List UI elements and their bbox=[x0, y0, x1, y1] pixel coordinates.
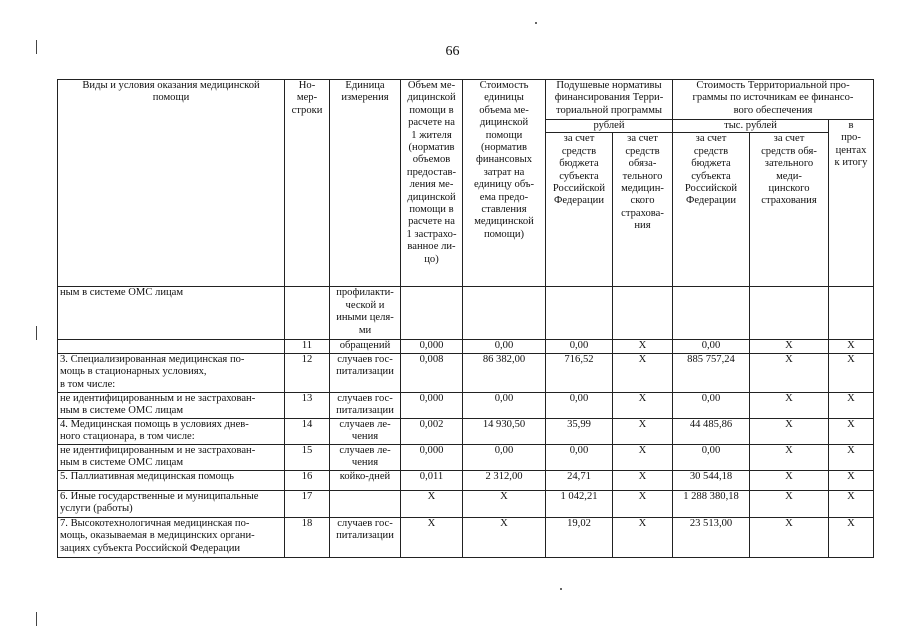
cell-num: 17 bbox=[285, 490, 330, 517]
header-per-capita: Подушевые нормативы финансирования Терри- ториальной программы bbox=[546, 80, 673, 120]
cell-tp-oms: Х bbox=[750, 340, 829, 353]
cell-pct: Х bbox=[829, 418, 874, 444]
cell-num: 15 bbox=[285, 444, 330, 470]
cell-tp-budget: 1 288 380,18 bbox=[673, 490, 750, 517]
cell-name: не идентифицированным и не застрахован- ным в системе ОМС лицам bbox=[58, 392, 285, 418]
cell-cost: 86 382,00 bbox=[463, 353, 546, 392]
cell-name: 3. Специализированная медицинская по- мощь в стационарных условиях, в том числе: bbox=[58, 353, 285, 392]
header-budget-thousand: за счет средств бюджета субъекта Российской Федерации bbox=[673, 133, 750, 287]
cell-volume: 0,000 bbox=[401, 340, 463, 353]
cell-tp-oms: Х bbox=[750, 490, 829, 517]
cell-num: 16 bbox=[285, 470, 330, 490]
margin-mark-middle bbox=[36, 326, 37, 340]
cell-pc-oms: Х bbox=[613, 418, 673, 444]
cell-name bbox=[58, 340, 285, 353]
cell-pc-budget: 0,00 bbox=[546, 392, 613, 418]
cell-volume: Х bbox=[401, 517, 463, 557]
cell-pc-budget: 35,99 bbox=[546, 418, 613, 444]
header-percent: в про- центах к итогу bbox=[829, 120, 874, 287]
cell-tp-budget: 30 544,18 bbox=[673, 470, 750, 490]
cell-pc-budget bbox=[546, 287, 613, 340]
page-number: 66 bbox=[445, 44, 460, 59]
cell-pc-budget: 0,00 bbox=[546, 444, 613, 470]
cell-pc-oms bbox=[613, 287, 673, 340]
cell-cost: 0,00 bbox=[463, 392, 546, 418]
table-row bbox=[58, 490, 874, 517]
table-row bbox=[58, 287, 874, 340]
table-header bbox=[58, 80, 874, 287]
margin-mark-top bbox=[36, 40, 37, 54]
cell-cost bbox=[463, 287, 546, 340]
cell-pc-oms: Х bbox=[613, 490, 673, 517]
cell-tp-oms: Х bbox=[750, 517, 829, 557]
cell-pc-budget: 19,02 bbox=[546, 517, 613, 557]
cell-volume: 0,000 bbox=[401, 444, 463, 470]
cell-name: 6. Иные государственные и муниципальные услуги (работы) bbox=[58, 490, 285, 517]
table-body bbox=[58, 287, 874, 557]
cell-pct: Х bbox=[829, 392, 874, 418]
cell-pct: Х bbox=[829, 340, 874, 353]
cell-volume: 0,000 bbox=[401, 392, 463, 418]
table-row bbox=[58, 353, 874, 392]
cell-tp-oms: Х bbox=[750, 470, 829, 490]
table-row bbox=[58, 517, 874, 557]
cell-pc-budget: 24,71 bbox=[546, 470, 613, 490]
cell-unit: обращений bbox=[330, 340, 401, 353]
scan-speck bbox=[535, 22, 537, 24]
header-oms: за счет средств обяза- тельного медицин- ского страхова- ния bbox=[613, 133, 673, 287]
cell-tp-oms bbox=[750, 287, 829, 340]
cell-num: 14 bbox=[285, 418, 330, 444]
cell-tp-oms: Х bbox=[750, 392, 829, 418]
cell-volume: 0,011 bbox=[401, 470, 463, 490]
cell-pct: Х bbox=[829, 517, 874, 557]
margin-mark-bottom bbox=[36, 612, 37, 626]
cell-tp-oms: Х bbox=[750, 418, 829, 444]
cell-unit bbox=[330, 490, 401, 517]
cell-volume: 0,002 bbox=[401, 418, 463, 444]
cell-num: 12 bbox=[285, 353, 330, 392]
cell-pc-oms: Х bbox=[613, 340, 673, 353]
header-rubles: рублей bbox=[546, 120, 673, 133]
table-row bbox=[58, 444, 874, 470]
scan-speck bbox=[560, 588, 562, 590]
cell-pc-oms: Х bbox=[613, 392, 673, 418]
cell-num: 18 bbox=[285, 517, 330, 557]
cell-name: 5. Паллиативная медицинская помощь bbox=[58, 470, 285, 490]
cell-cost: 2 312,00 bbox=[463, 470, 546, 490]
cell-pct: Х bbox=[829, 353, 874, 392]
header-row-number: Но- мер- строки bbox=[285, 80, 330, 287]
cell-tp-oms: Х bbox=[750, 444, 829, 470]
header-budget: за счет средств бюджета субъекта Российской Федерации bbox=[546, 133, 613, 287]
cell-unit: случаев гос- питализации bbox=[330, 353, 401, 392]
cell-tp-budget bbox=[673, 287, 750, 340]
cell-pc-budget: 716,52 bbox=[546, 353, 613, 392]
cell-cost: 0,00 bbox=[463, 444, 546, 470]
cell-cost: 0,00 bbox=[463, 340, 546, 353]
header-cost: Стоимость единицы объема ме- дицинской помощи (норматив финансовых затрат на единицу объ- ема предо- ставления медицинской помощи) bbox=[463, 80, 546, 287]
cell-pct: Х bbox=[829, 470, 874, 490]
cell-cost: Х bbox=[463, 490, 546, 517]
cell-unit: случаев ле- чения bbox=[330, 444, 401, 470]
header-oms-thousand: за счет средств обя- зательного меди- цинского страхования bbox=[750, 133, 829, 287]
cell-tp-budget: 0,00 bbox=[673, 340, 750, 353]
table-row bbox=[58, 418, 874, 444]
cell-tp-budget: 885 757,24 bbox=[673, 353, 750, 392]
cell-pc-oms: Х bbox=[613, 517, 673, 557]
cell-tp-budget: 23 513,00 bbox=[673, 517, 750, 557]
cell-pct: Х bbox=[829, 444, 874, 470]
cell-name: не идентифицированным и не застрахован- ным в системе ОМС лицам bbox=[58, 444, 285, 470]
header-volume: Объем ме- дицинской помощи в расчете на 1 жителя (норматив объемов предостав- ления ме- дицинской помощи в расчете на 1 застрахо- ванное ли- цо) bbox=[401, 80, 463, 287]
table-row bbox=[58, 470, 874, 490]
cell-volume: Х bbox=[401, 490, 463, 517]
header-program-cost: Стоимость Территориальной про- граммы по источникам ее финансо- вого обеспечения bbox=[673, 80, 874, 120]
cell-num: 13 bbox=[285, 392, 330, 418]
financing-table bbox=[57, 79, 874, 558]
table-row bbox=[58, 340, 874, 353]
header-thousand-rubles: тыс. рублей bbox=[673, 120, 829, 133]
cell-pc-budget: 0,00 bbox=[546, 340, 613, 353]
cell-pct bbox=[829, 287, 874, 340]
cell-num bbox=[285, 287, 330, 340]
cell-tp-budget: 0,00 bbox=[673, 444, 750, 470]
cell-num: 11 bbox=[285, 340, 330, 353]
cell-pc-oms: Х bbox=[613, 470, 673, 490]
cell-pct: Х bbox=[829, 490, 874, 517]
cell-name: 7. Высокотехнологичная медицинская по- мощь, оказываемая в медицинских органи- зациях субъекта Российской Федерации bbox=[58, 517, 285, 557]
cell-unit: случаев гос- питализации bbox=[330, 517, 401, 557]
cell-cost: Х bbox=[463, 517, 546, 557]
table-row bbox=[58, 392, 874, 418]
cell-tp-budget: 44 485,86 bbox=[673, 418, 750, 444]
cell-name: ным в системе ОМС лицам bbox=[58, 287, 285, 340]
cell-volume bbox=[401, 287, 463, 340]
cell-tp-oms: Х bbox=[750, 353, 829, 392]
cell-unit: случаев ле- чения bbox=[330, 418, 401, 444]
cell-unit: профилакти- ческой и иными целя- ми bbox=[330, 287, 401, 340]
header-unit: Единица измерения bbox=[330, 80, 401, 287]
cell-cost: 14 930,50 bbox=[463, 418, 546, 444]
cell-unit: койко-дней bbox=[330, 470, 401, 490]
cell-tp-budget: 0,00 bbox=[673, 392, 750, 418]
cell-name: 4. Медицинская помощь в условиях днев- ного стационара, в том числе: bbox=[58, 418, 285, 444]
cell-pc-oms: Х bbox=[613, 444, 673, 470]
cell-volume: 0,008 bbox=[401, 353, 463, 392]
cell-pc-budget: 1 042,21 bbox=[546, 490, 613, 517]
cell-pc-oms: Х bbox=[613, 353, 673, 392]
header-kind: Виды и условия оказания медицинской помощи bbox=[58, 80, 285, 287]
cell-unit: случаев гос- питализации bbox=[330, 392, 401, 418]
